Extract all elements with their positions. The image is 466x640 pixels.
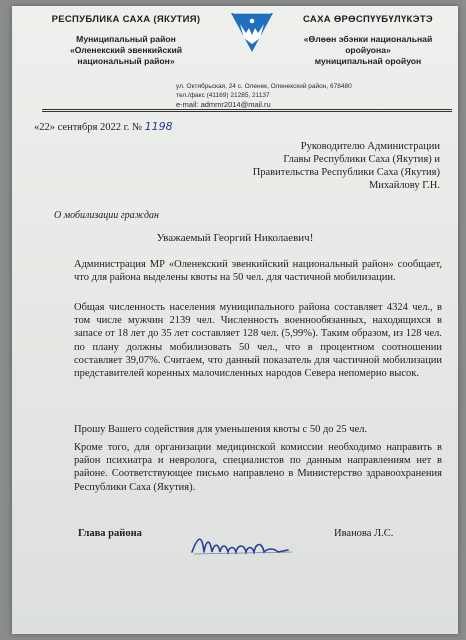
signature-title: Глава района [78, 528, 142, 539]
paragraph-population: Общая численность населения муниципального района составляет 4324 чел., в том числе мужчин 2139 чел. Численность военнообязанных, находящихся в запасе от 18 лет до 35 лет составляет 128 чел. (5,99%). Таким образом, из 128 чел. по плану должны мобилизовать 50 чел., что в процентном соотношении составляет 39,07%. Считаем, что данный показатель для частичной мобилизации представителей коренных малочисленных народов Севера непомерно высок. [74, 302, 442, 380]
header-left-subtitle [26, 34, 226, 67]
letter-subject: О мобилизации граждан [54, 210, 159, 221]
address-line: ул. Октябрьская, 24 с. Оленек, Оленекский район, 678480 [176, 83, 352, 90]
header-left-block [26, 14, 226, 67]
paragraph-quota: Администрация МР «Оленекский эвенкийский национальный район» сообщает, что для района выделены квоты на 50 чел. для частичной мобилизации. [74, 259, 442, 284]
email-line: e-mail: admmr2014@mail.ru [176, 100, 271, 109]
header-right-title: САХА ӨРӨСПҮҮБҮЛҮКЭТЭ [303, 14, 433, 25]
paragraph-request: Прошу Вашего содействия для уменьшения квоты с 50 до 25 чел. [74, 424, 368, 435]
header-right-subtitle [280, 34, 456, 67]
header-divider-second [42, 111, 452, 112]
header-left-line: национальный район» [77, 56, 175, 66]
date-text: «22» сентября 2022 г. № [34, 122, 143, 133]
header-left-line: «Оленекский эвенкийский [69, 45, 183, 55]
letter-number: 1198 [144, 120, 173, 133]
header-left-title: РЕСПУБЛИКА САХА (ЯКУТИЯ) [51, 14, 201, 25]
header-right-line: «Өлөөн эбэнки национальнай [303, 34, 433, 44]
recipient-line: Главы Республики Саха (Якутия) и [283, 154, 440, 165]
header-right-line: оройуона» [345, 45, 391, 55]
phone-line: тел./факс (41169) 21285, 21137 [176, 92, 270, 99]
letter-date [34, 120, 173, 133]
address-block [176, 82, 352, 109]
republic-emblem-icon [227, 10, 277, 54]
header-right-line: муниципальнай оройуон [314, 56, 422, 66]
header-divider [42, 109, 452, 110]
letter-page [12, 6, 458, 634]
header-right-block [280, 14, 456, 67]
recipient-line: Правительства Республики Саха (Якутия) [252, 167, 440, 178]
handwritten-signature-icon [188, 530, 308, 560]
signatory-name: Иванова Л.С. [334, 528, 394, 539]
recipient-name: Михайлову Г.Н. [368, 180, 440, 191]
greeting: Уважаемый Георгий Николаевич! [156, 232, 314, 244]
recipient-line: Руководителю Администрации [300, 141, 440, 152]
recipient-block [253, 140, 440, 192]
paragraph-medical: Кроме того, для организации медицинской комиссии необходимо направить в район психиатра и невролога, специалистов по данным направлениям нет в районе. Соответствующее письмо направлено в Министерство здравоохранения Республики Саха (Якутия). [74, 442, 442, 493]
header-left-line: Муниципальный район [76, 34, 176, 44]
